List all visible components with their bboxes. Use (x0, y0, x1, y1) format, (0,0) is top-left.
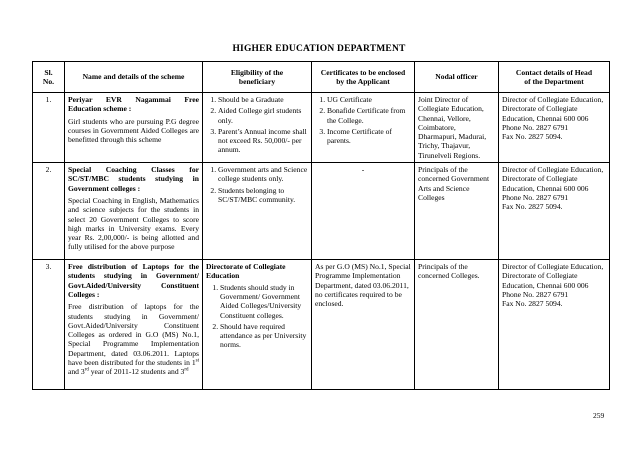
page-heading: HIGHER EDUCATION DEPARTMENT (232, 44, 406, 54)
eligibility-item: 2. Should have required attendance as per University norms. (220, 322, 308, 350)
contact-org: Director of Collegiate Education, Directorate of Collegiate Education, Chennai 600 006 (502, 262, 604, 290)
scheme-cell (65, 260, 203, 390)
eligibility-cell (203, 260, 312, 390)
header-sl-no: Sl. No. (33, 62, 65, 93)
contact-cell (499, 163, 610, 260)
eligibility-item: 1. Should be a Graduate (218, 95, 308, 104)
eligibility-item: 1. Students should study in Government/ Government Aided Colleges/University Constituent colleges. (220, 283, 308, 320)
eligibility-cell (203, 93, 312, 163)
certificates-cell (312, 93, 415, 163)
row-sl-no: 3. (33, 260, 65, 390)
contact-cell (499, 93, 610, 163)
schemes-table (32, 61, 610, 390)
eligibility-item: 3. Parent’s Annual income shall not exceed Rs. 50,000/- per annum. (218, 127, 308, 155)
row-sl-no: 1. (33, 93, 65, 163)
table-row (33, 93, 610, 163)
contact-phone: Phone No. 2827 6791 (502, 289, 569, 299)
certificate-item: 3. Income Certificate of parents. (327, 127, 411, 146)
table-header-row (33, 62, 610, 93)
scheme-title: Free distribution of Laptops for the students studying in Government/ Govt.Aided/University Constituent Colleges : (68, 262, 199, 299)
certificate-item: 1. UG Certificate (327, 95, 411, 104)
contact-fax: Fax No. 2827 5094. (502, 202, 563, 212)
table-row (33, 163, 610, 260)
certificates-text: - (361, 165, 365, 175)
contact-org: Director of Collegiate Education, Directorate of Collegiate Education, Chennai 600 006 (502, 95, 604, 123)
contact-phone: Phone No. 2827 6791 (502, 192, 569, 202)
nodal-officer-cell: Principals of the concerned Colleges. (415, 260, 499, 390)
contact-phone: Phone No. 2827 6791 (502, 122, 569, 132)
eligibility-title: Directorate of Collegiate Education (206, 262, 286, 281)
certificates-cell: As per G.O (MS) No.1, Special Programme Implementation Department, dated 03.06.2011, no certificates required to be enclosed. (312, 260, 415, 390)
eligibility-item: 2. Aided College girl students only. (218, 106, 308, 125)
contact-fax: Fax No. 2827 5094. (502, 132, 563, 142)
scheme-description: Special Coaching in English, Mathematics and science subjects for the students in select 20 Government Colleges to score high marks in University exams. Every year Rs. 2,00,000/- is being allotted and fully utilised for the above purpose (68, 195, 199, 252)
nodal-officer-cell: Joint Director of Collegiate Education, Chennai, Vellore, Coimbatore, Dharmapuri, Madurai, Trichy, Thajavur, Tirunelveli Regions. (415, 93, 499, 163)
scheme-description: Girl students who are pursuing P.G degree courses in Government Aided Colleges are benefitted through this scheme (68, 116, 199, 145)
eligibility-item: 1. Government arts and Science college students only. (218, 165, 308, 184)
header-eligibility: Eligibility of the beneficiary (203, 62, 312, 93)
page-number: 259 (593, 411, 605, 420)
header-scheme: Name and details of the scheme (65, 62, 203, 93)
contact-org: Director of Collegiate Education, Directorate of Collegiate Education, Chennai 600 006 (502, 165, 604, 193)
scheme-description: Free distribution of laptops for the students studying in Government/ Govt.Aided/University Constituent Colleges as ordered in G.O (MS) No.1, Special Programme Implementation Department, dated 03.06.2011. Laptops have been distributed for the students in 1st and 3rd year of 2011-12 students and 3rd (68, 302, 199, 377)
nodal-officer-cell: Principals of the concerned Government Arts and Science Colleges (415, 163, 499, 260)
scheme-cell (65, 93, 203, 163)
certificate-item: 2. Bonafide Certificate from the College. (327, 106, 411, 125)
eligibility-item: 2. Students belonging to SC/ST/MBC community. (218, 186, 308, 205)
certificates-cell (312, 163, 415, 260)
header-contact: Contact details of Head of the Department (499, 62, 610, 93)
header-nodal-officer: Nodal officer (415, 62, 499, 93)
scheme-title: Periyar EVR Nagammai Free Education scheme : (68, 95, 199, 114)
row-sl-no: 2. (33, 163, 65, 260)
contact-fax: Fax No. 2827 5094. (502, 299, 563, 309)
header-certificates: Certificates to be enclosed by the Applicant (312, 62, 415, 93)
scheme-title: Special Coaching Classes for SC/ST/MBC students studying in Government colleges : (68, 165, 199, 193)
eligibility-cell (203, 163, 312, 260)
contact-cell (499, 260, 610, 390)
scheme-cell (65, 163, 203, 260)
table-row (33, 260, 610, 390)
